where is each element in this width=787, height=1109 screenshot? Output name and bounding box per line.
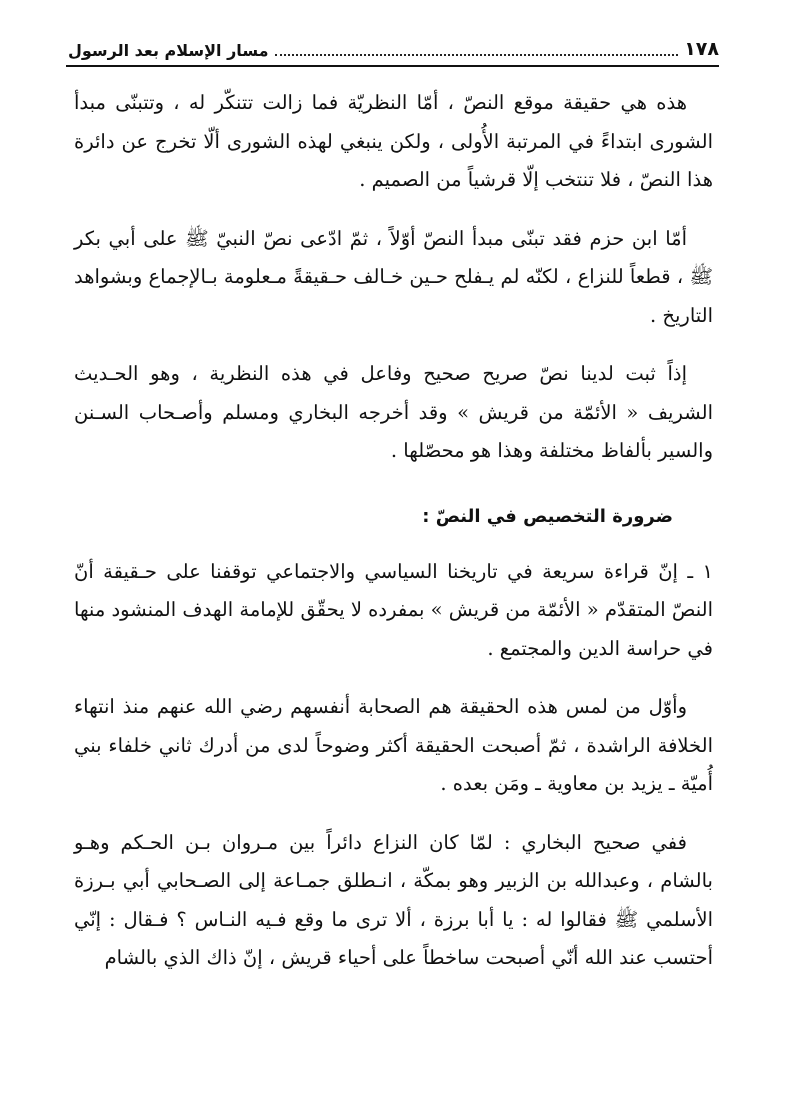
numbered-paragraph: ١ ـ إنّ قراءة سريعة في تاريخنا السياسي والاجتماعي توقفنا على حـقيقة أنّ النصّ المتقدّم « الأئمّة من قريش » بمفرده لا يحقّق للإمامة الهدف المنشود منها في حراسة الدين والمجتمع . bbox=[74, 559, 713, 660]
paragraph: أمّا ابن حزم فقد تبنّى مبدأ النصّ أوّلاً ، ثمّ ادّعى نصّ النبيّ ﷺ على أبي بكر ﷺ ، قطعاً للنزاع ، لكنّه لم يـفلح حـين خـالف حـقيقةً مـعلومة بـالإجماع وبشواهد التاريخ . bbox=[74, 226, 713, 327]
header-rule bbox=[66, 65, 719, 67]
paragraph: وأوّل من لمس هذه الحقيقة هم الصحابة أنفسهم رضي الله عنهم منذ انتهاء الخلافة الراشدة ، ثمّ أصبحت الحقيقة أكثر وضوحاً لدى من أدرك ثاني خلفاء بني أُميّة ـ يزيد بن معاوية ـ ومَن بعده . bbox=[74, 695, 713, 795]
paragraph: إذاً ثبت لدينا نصّ صريح صحيح وفاعل في هذه النظرية ، وهو الحـديث الشريف « الأئمّة من قريش » وقد أخرجه البخاري ومسلم وأصـحاب السـنن والسير بألفاظ مختلفة وهذا هو محصّلها . bbox=[74, 362, 713, 462]
running-header bbox=[68, 30, 719, 60]
dotted-leader bbox=[275, 53, 679, 56]
page-body bbox=[74, 84, 713, 998]
page-number: ١٧٨ bbox=[684, 38, 719, 60]
paragraph: هذه هي حقيقة موقع النصّ ، أمّا النظريّة فما زالت تتنكّر له ، وتتبنّى مبدأ الشورى ابتداءً في المرتبة الأُولى ، ولكن ينبغي لهذه الشورى ألّا تخرج عن دائرة هذا النصّ ، فلا تنتخب إلّا قرشياً من الصميم . bbox=[74, 91, 713, 191]
section-heading: ضرورة التخصيص في النصّ : bbox=[422, 505, 673, 527]
paragraph: ففي صحيح البخاري : لمّا كان النزاع دائراً بين مـروان بـن الحـكم وهـو بالشام ، وعبدالله بن الزبير وهو بمكّة ، انـطلق جمـاعة إلى الصـحابي أبي بـرزة الأسلمي ﷺ فقالوا له : يا أبا برزة ، ألا ترى ما وقع فـيه النـاس ؟ فـقال : إنّي أحتسب عند الله أنّي أصبحت ساخطاً على أحياء قريش ، إنّ ذاك الذي بالشام bbox=[74, 830, 713, 969]
book-title: مسار الإسلام بعد الرسول bbox=[68, 41, 269, 60]
